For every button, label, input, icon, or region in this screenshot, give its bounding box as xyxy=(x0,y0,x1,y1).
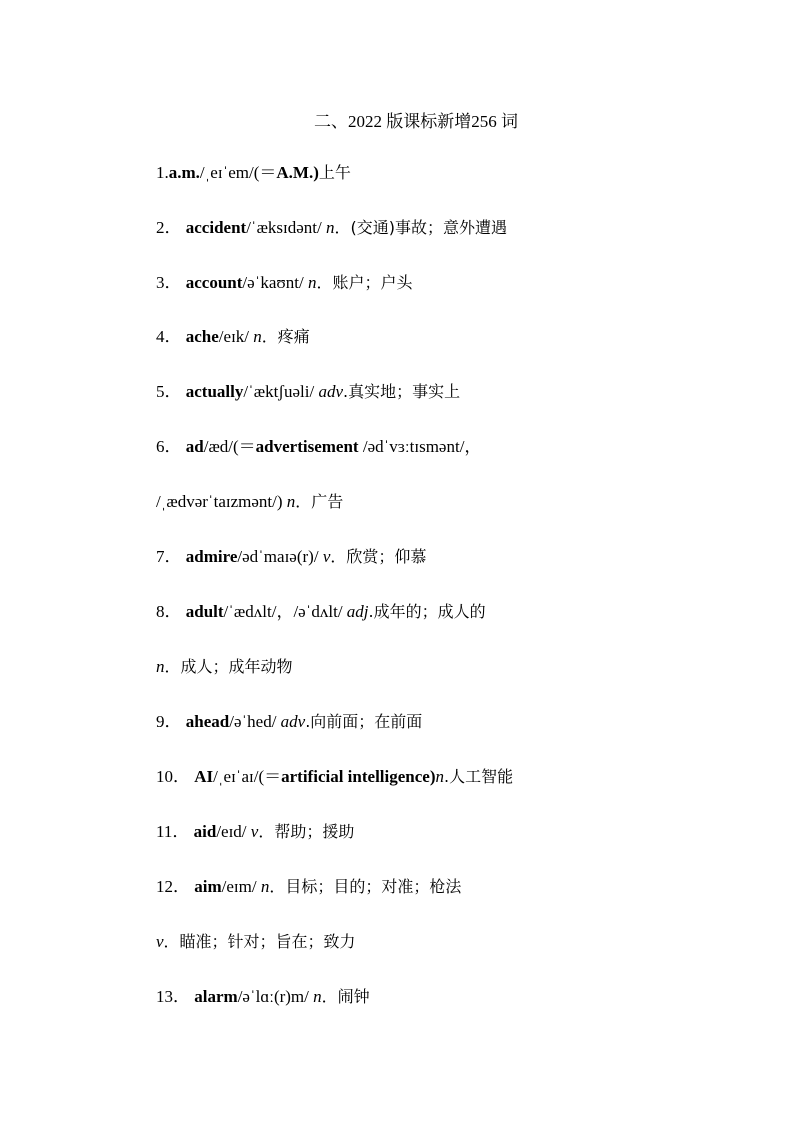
list-item: 1.a.m./ˌeɪˈem/(＝A.M.)上午 xyxy=(156,163,351,182)
list-item: 8． adult/ˈædʌlt/，/əˈdʌlt/ adj.成年的；成人的 xyxy=(156,602,486,621)
list-item: 6． ad/æd/(＝advertisement /ədˈvɜːtɪsmənt/， xyxy=(156,437,482,456)
list-item: 12． aim/eɪm/ n．目标；目的；对准；枪法 xyxy=(156,877,462,896)
list-item: 13． alarm/əˈlɑː(r)m/ n．闹钟 xyxy=(156,987,370,1006)
list-item: 2． accident/ˈæksɪdənt/ n．(交通)事故；意外遭遇 xyxy=(156,218,507,237)
list-item-continuation: /ˌædvərˈtaɪzmənt/) n．广告 xyxy=(156,492,344,511)
list-item-continuation: v．瞄准；针对；旨在；致力 xyxy=(156,932,356,951)
list-item: 10． AI/ˌeɪˈaɪ/(＝artificial intelligence)n.人工智能 xyxy=(156,767,514,786)
list-item: 11． aid/eɪd/ v．帮助；援助 xyxy=(156,822,355,841)
section-title: 二、2022 版课标新增256 词 xyxy=(314,112,518,131)
list-item: 7． admire/ədˈmaɪə(r)/ v．欣赏；仰慕 xyxy=(156,547,427,566)
list-item: 5． actually/ˈæktʃuəli/ adv.真实地；事实上 xyxy=(156,382,461,401)
list-item: 3． account/əˈkaʊnt/ n．账户；户头 xyxy=(156,273,413,292)
list-item: 9． ahead/əˈhed/ adv.向前面；在前面 xyxy=(156,712,423,731)
list-item-continuation: n．成人；成年动物 xyxy=(156,657,293,676)
list-item: 4． ache/eɪk/ n．疼痛 xyxy=(156,327,310,346)
